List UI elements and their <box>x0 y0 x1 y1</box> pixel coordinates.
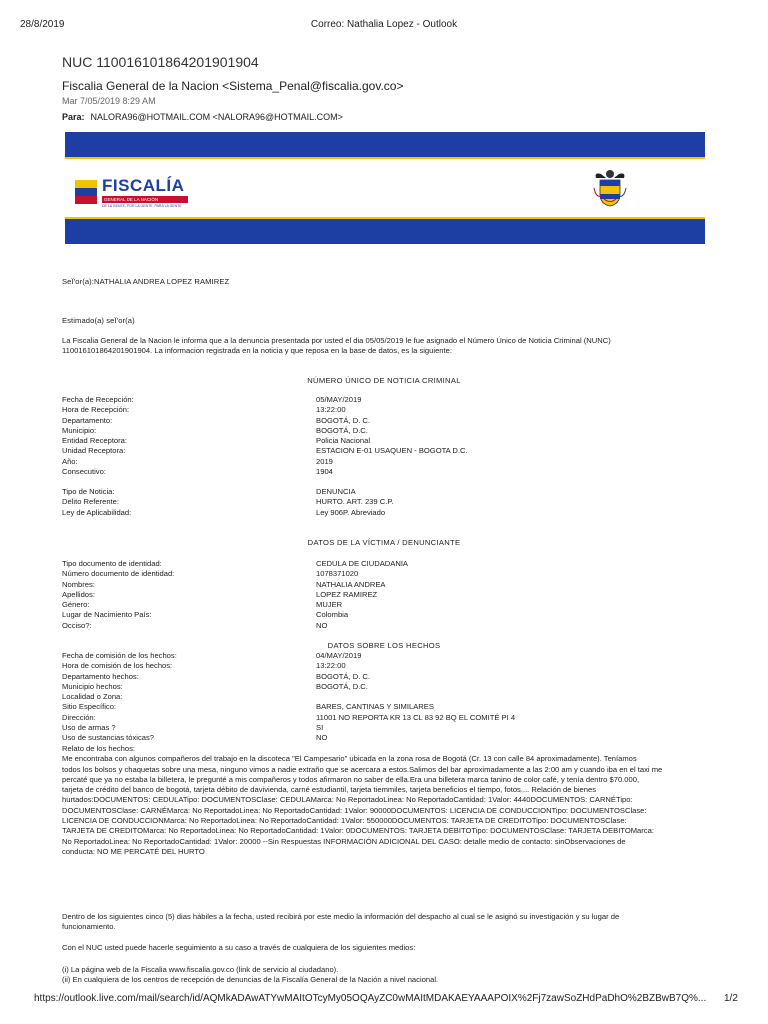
field-label: Apellidos: <box>62 589 95 599</box>
field-value: SI <box>316 723 324 733</box>
field-value: 13:22:00 <box>316 661 346 671</box>
print-date: 28/8/2019 <box>20 19 65 30</box>
field-label: Sitio Específico: <box>62 702 117 712</box>
field-label: Tipo documento de identidad: <box>62 559 162 568</box>
email-sent-date: Mar 7/05/2019 8:29 AM <box>62 96 156 106</box>
field-value: 2019 <box>316 456 333 466</box>
field-label: Localidad o Zona: <box>62 692 123 702</box>
field-label: Municipio: <box>62 425 97 435</box>
relato-line: TARJETA DE CREDITOMarca: No ReportadoLinea: No ReportadoCantidad: 1Valor: 0DOCUMENTOS: TARJETA DEBITOTipo: DOCUMENTOSClase: TARJETA DEBITOMarca: <box>62 826 654 836</box>
print-footer-url[interactable]: https://outlook.live.com/mail/search/id/AQMkADAwATYwMAItOTcyMy05OQAyZC0wMAItMDAKAEYAAAPOIX%2Fj7zawSoZHdPaDhO%2BZBwB7Q%... <box>34 993 707 1004</box>
relato-line: LICENCIA DE CONDUCCIONMarca: No ReportadoLinea: No ReportadoCantidad: 1Valor: 550000DOCUMENTOS: TARJETA DE CREDITOTipo: DOCUMENTOSClase: <box>62 816 627 826</box>
salutation: SeÏ'or(a):NATHALIA ANDREA LOPEZ RAMIREZ <box>62 277 230 286</box>
field-value: Ley 906P. Abreviado <box>316 507 386 517</box>
field-value: LOPEZ RAMIREZ <box>316 589 378 599</box>
field-value: MUJER <box>316 600 343 610</box>
closing-paragraph-2: Con el NUC usted puede hacerle seguimiento a su caso a través de cualquiera de los siguientes medios: <box>62 943 416 952</box>
field-label: Consecutivo: <box>62 467 106 477</box>
field-value: 04/MAY/2019 <box>316 651 362 660</box>
email-recipients <box>62 112 343 122</box>
relato-line: DOCUMENTOSClase: CARNÉMarca: No ReportadoLinea: No ReportadoCantidad: 1Valor: 90000DOCUMENTOS: LICENCIA DE CONDUCCIONTipo: DOCUMENTOSClase: <box>62 805 647 815</box>
field-label: Occiso?: <box>62 620 92 630</box>
field-value: DENUNCIA <box>316 487 356 496</box>
field-value: HURTO. ART. 239 C.P. <box>316 497 394 507</box>
field-value: BOGOTÁ, D.C. <box>316 681 368 691</box>
field-label: Fecha de comisión de los hechos: <box>62 651 177 660</box>
print-title: Correo: Nathalia Lopez - Outlook <box>310 19 458 30</box>
banner-yellow-line-top <box>65 157 705 159</box>
banner-top-stripe <box>65 132 705 157</box>
relato-line: todos los bolsos y chaquetas sobre una mesa, ninguno vimos a nadie extraño que se acercara a estos.Salimos del bar aproximadamente a las 2:00 am y cuando iba en el taxi me <box>62 764 663 774</box>
fiscalia-banner <box>65 132 705 244</box>
relato-line: Me encontraba con algunos compañeros del trabajo en la discoteca "El Campesario" ubicada en la zona rosa de Bogotá (Cr. 13 con calle 84 aproximadamente). Teníamos <box>62 754 637 764</box>
greeting: Estimado(a) seÏ'or(a) <box>62 316 135 325</box>
field-value: CEDULA DE CIUDADANIA <box>316 559 408 568</box>
section-facts-heading: DATOS SOBRE LOS HECHOS <box>327 641 441 650</box>
relato-line: No ReportadoLinea: No ReportadoCantidad: 1Valor: 20000 --Sin Respuestas INFORMACIÓN ADICIONAL DEL CASO: detalle medio de contacto: sinObservaciones de <box>62 836 626 846</box>
field-label: Departamento hechos: <box>62 671 139 681</box>
field-value: Colombia <box>316 610 349 620</box>
relato-line: tarjeta de crédito del banco de bogotá, tarjeta débito de davivienda, carné estudiantil, tarjeta tiemmiles, tarjeta beneficios el tiempo, fotos.... Relación de bienes <box>62 785 596 795</box>
field-label: Delito Referente: <box>62 497 119 507</box>
intro-line-2: 110016101864201901904. La informacion registrada en la noticia y que reposa en la base de datos, es la siguiente: <box>62 346 452 356</box>
relato-label: Relato de los hechos: <box>62 744 136 753</box>
section-victim-heading: DATOS DE LA VÍCTIMA / DENUNCIANTE <box>307 538 461 547</box>
field-value: BOGOTÁ, D. C. <box>316 415 371 425</box>
closing-paragraph-3 <box>62 965 712 986</box>
field-value: 1078371020 <box>316 569 359 579</box>
field-label: Hora de comisión de los hechos: <box>62 661 173 671</box>
banner-bottom-stripe <box>65 219 705 244</box>
closing-paragraph-1 <box>62 912 712 933</box>
intro-paragraph <box>62 336 712 357</box>
field-label: Departamento: <box>62 415 113 425</box>
field-label: Nombres: <box>62 579 95 589</box>
logo-text: FISCALÍA <box>102 176 185 195</box>
intro-line-1: La Fiscalia General de la Nacion le informa que a la denuncia presentada por usted el dia 05/05/2019 le fue asignado el Número Único de Noticia Criminal (NUNC) <box>62 336 611 345</box>
field-value: NATHALIA ANDREA <box>316 579 386 589</box>
field-label: Número documento de identidad: <box>62 569 175 579</box>
closing-line-4: (ii) En cualquiera de los centros de recepción de denuncias de la Fiscalía General de la Nación a nivel nacional. <box>62 975 439 985</box>
field-label: Unidad Receptora: <box>62 446 126 456</box>
field-value: 1904 <box>316 467 333 477</box>
logo-subtitle: GENERAL DE LA NACIÓN <box>102 196 188 203</box>
email-subject: NUC 110016101864201901904 <box>62 54 259 70</box>
field-label: Municipio hechos: <box>62 681 123 691</box>
section-nunc-heading: NÚMERO ÚNICO DE NOTICIA CRIMINAL <box>307 376 461 385</box>
field-label: Fecha de Recepción: <box>62 395 134 404</box>
flag-icon <box>75 180 97 204</box>
field-value: 11001 NO REPORTA KR 13 CL 83 92 BQ EL COMITÉ PI 4 <box>316 712 516 722</box>
closing-line-1a: Dentro de los siguientes cinco (5) dias hábiles a la fecha, usted recibirá por este medio la información del despacho al cual se le asignó su investigación y su lugar de <box>62 912 620 921</box>
field-value: 13:22:00 <box>316 405 346 415</box>
print-page-number: 1/2 <box>724 993 738 1004</box>
relato-line: hurtados:DOCUMENTOS: CEDULATipo: DOCUMENTOSClase: CEDULAMarca: No ReportadoLinea: No ReportadoCantidad: 1Valor: 4440DOCUMENTOS: CARNÉTipo: <box>62 795 633 805</box>
field-value: BOGOTÁ, D.C. <box>316 425 368 435</box>
field-value: Policia Nacional <box>316 436 371 446</box>
fiscalia-logo <box>75 176 195 208</box>
field-label: Hora de Recepción: <box>62 405 130 415</box>
field-label: Lugar de Nacimiento País: <box>62 610 152 620</box>
field-label: Entidad Receptora: <box>62 436 128 446</box>
closing-line-3: (i) La página web de la Fiscalia www.fiscalia.gov.co (link de servicio al ciudadano). <box>62 965 339 974</box>
field-value: NO <box>316 733 328 743</box>
field-value: BOGOTÁ, D. C. <box>316 671 371 681</box>
logo-tagline: DE LA GENTE, POR LA GENTE, PARA LA GENTE <box>102 204 182 208</box>
field-label: Ley de Aplicabilidad: <box>62 507 132 517</box>
field-label: Dirección: <box>62 712 96 722</box>
relato-line: percaté que ya no estaba la billetera, le pregunté a mis compañeros y todos afirmaron no saber de ella.Era una billetera marca tanino de color café, y tenía dentro $70.000, <box>62 774 640 784</box>
field-value: ESTACION E-01 USAQUEN - BOGOTA D.C. <box>316 446 468 456</box>
coat-of-arms-icon <box>592 168 628 208</box>
closing-line-1b: funcionamiento. <box>62 922 116 932</box>
field-label: Año: <box>62 456 78 466</box>
to-label: Para: <box>62 112 85 122</box>
email-sender[interactable]: Fiscalia General de la Nacion <Sistema_Penal@fiscalia.gov.co> <box>62 79 404 93</box>
field-label: Tipo de Noticia: <box>62 487 115 496</box>
to-value[interactable]: NALORA96@HOTMAIL.COM <NALORA96@HOTMAIL.COM> <box>90 112 343 122</box>
relato-line: conducta: NO ME PERCATÉ DEL HURTO <box>62 846 205 856</box>
field-value: NO <box>316 620 328 630</box>
field-label: Uso de armas ? <box>62 723 116 733</box>
relato-text <box>62 754 712 857</box>
relato-block <box>62 744 712 857</box>
field-value: 05/MAY/2019 <box>316 395 362 404</box>
field-value: BARES, CANTINAS Y SIMILARES <box>316 702 434 712</box>
field-label: Género: <box>62 600 90 610</box>
field-label: Uso de sustancias tóxicas? <box>62 733 155 743</box>
